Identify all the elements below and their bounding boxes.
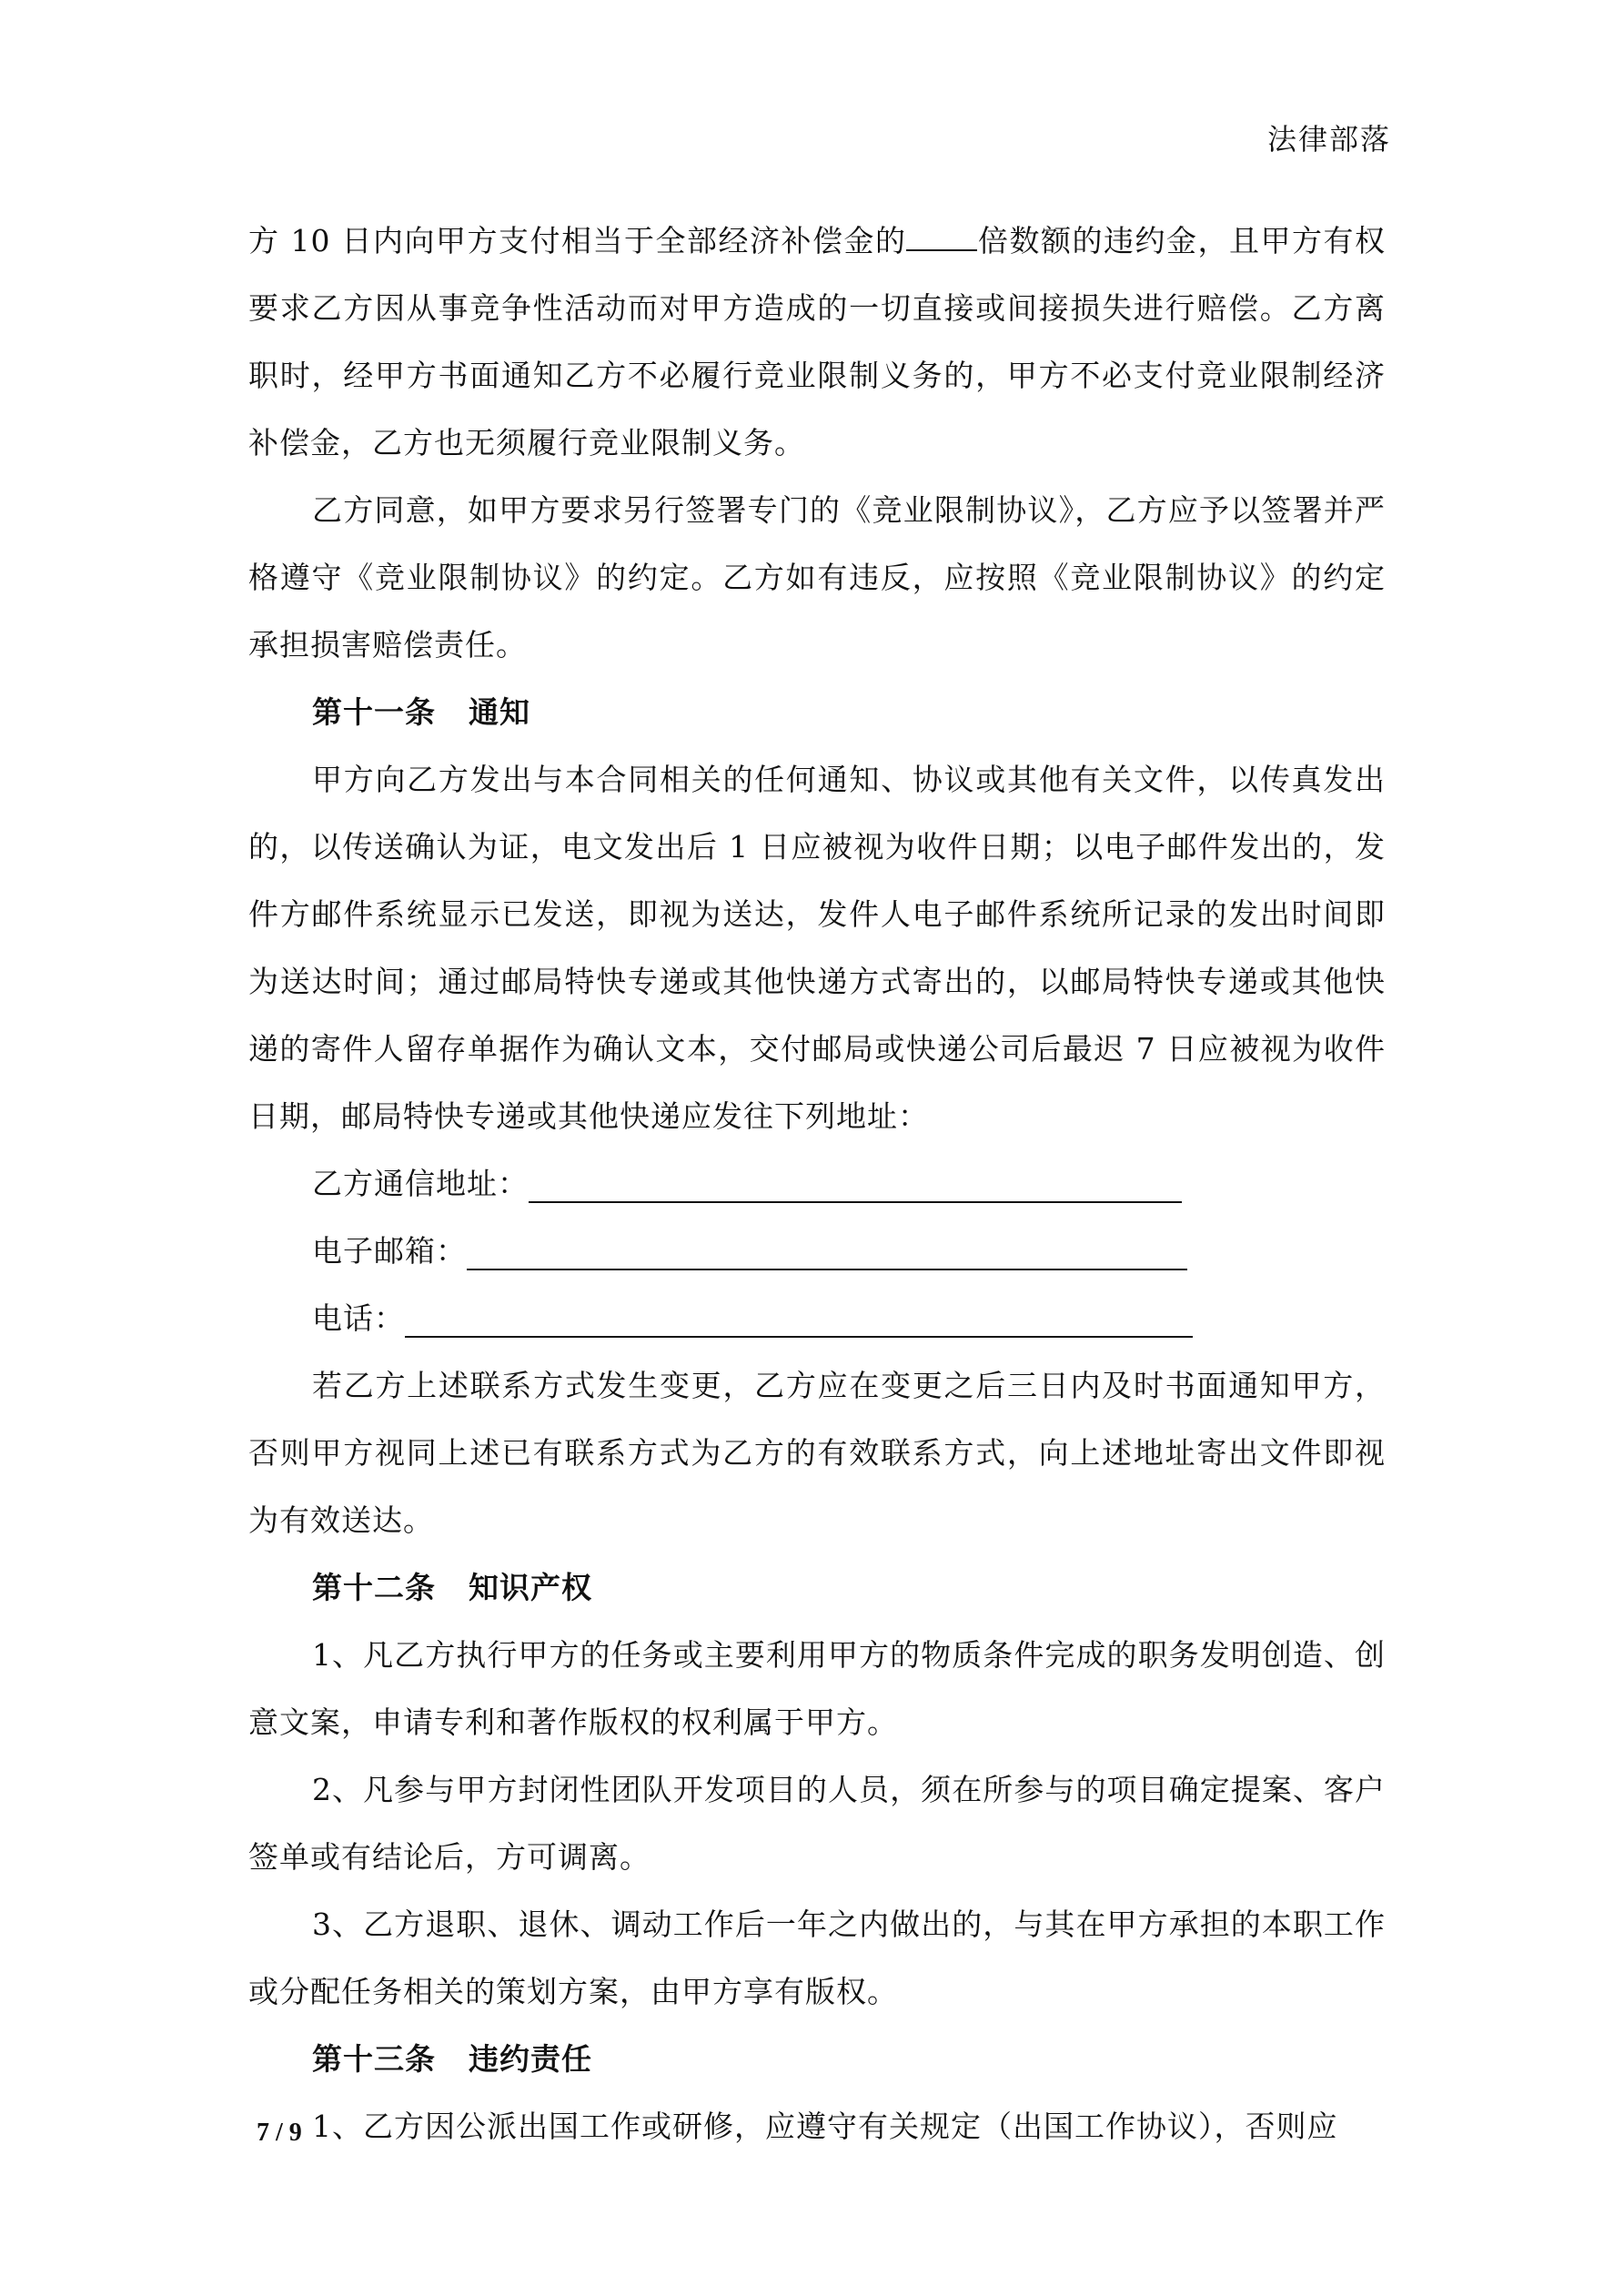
paragraph-ip-2: 2、凡参与甲方封闭性团队开发项目的人员，须在所参与的项目确定提案、客户签单或有结论后，方可调离。 xyxy=(248,1772,1386,1875)
page-number: 7 / 9 xyxy=(257,2119,302,2147)
paragraph-ip-1: 1、凡乙方执行甲方的任务或主要利用甲方的物质条件完成的职务发明创造、创意文案，申请专利和著作版权的权利属于甲方。 xyxy=(248,1637,1386,1740)
paragraph-contact-change: 若乙方上述联系方式发生变更，乙方应在变更之后三日内及时书面通知甲方，否则甲方视同上述已有联系方式为乙方的有效联系方式，向上述地址寄出文件即视为有效送达。 xyxy=(248,1368,1386,1538)
paragraph-liability-1: 1、乙方因公派出国工作或研修，应遵守有关规定（出国工作协议），否则应 xyxy=(312,2109,1338,2144)
document-header: 法律部落 xyxy=(1266,122,1391,157)
multiplier-blank xyxy=(906,218,977,251)
address-field-row xyxy=(248,1150,1386,1218)
paragraph-noncompete-agreement: 乙方同意，如甲方要求另行签署专门的《竞业限制协议》，乙方应予以签署并严格遵守《竞业限制协议》的约定。乙方如有违反，应按照《竞业限制协议》的约定承担损害赔偿责任。 xyxy=(248,492,1386,663)
article-13-number: 第十三条 xyxy=(312,2041,436,2077)
article-11-title: 通知 xyxy=(469,694,530,730)
document-body xyxy=(248,207,1386,2160)
article-13-title: 违约责任 xyxy=(469,2041,592,2077)
article-11-number: 第十一条 xyxy=(312,694,436,730)
paragraph-penalty-start: 方 10 日内向甲方支付相当于全部经济补偿金的 xyxy=(248,223,907,258)
paragraph-penalty xyxy=(248,207,1386,477)
article-13-heading xyxy=(248,2026,1386,2093)
article-12-heading xyxy=(248,1554,1386,1622)
paragraph-penalty-end: 倍数额的违约金，且甲方有权要求乙方因从事竞争性活动而对甲方造成的一切直接或间接损失进行赔偿。乙方离职时，经甲方书面通知乙方不必履行竞业限制义务的，甲方不必支付竞业限制经济补偿金，乙方也无须履行竞业限制义务。 xyxy=(248,223,1386,460)
paragraph-notice: 甲方向乙方发出与本合同相关的任何通知、协议或其他有关文件，以传真发出的，以传送确认为证，电文发出后 1 日应被视为收件日期；以电子邮件发出的，发件方邮件系统显示已发送，即视为送达，发件人电子邮件系统所记录的发出时间即为送达时间；通过邮局特快专递或其他快递方式寄出的，以邮局特快专递或其他快递的寄件人留存单据作为确认文本，交付邮局或快递公司后最迟 7 日应被视为收件日期，邮局特快专递或其他快递应发往下列地址： xyxy=(248,762,1386,1134)
email-field-row xyxy=(248,1218,1386,1285)
address-blank-line xyxy=(529,1156,1182,1203)
phone-field-row xyxy=(248,1285,1386,1352)
phone-label: 电话： xyxy=(312,1300,405,1336)
article-11-heading xyxy=(248,679,1386,746)
article-12-number: 第十二条 xyxy=(312,1570,436,1605)
paragraph-ip-3: 3、乙方退职、退休、调动工作后一年之内做出的，与其在甲方承担的本职工作或分配任务相关的策划方案，由甲方享有版权。 xyxy=(248,1907,1386,2009)
phone-blank-line xyxy=(405,1290,1193,1338)
article-12-title: 知识产权 xyxy=(469,1570,592,1605)
address-label: 乙方通信地址： xyxy=(312,1166,529,1201)
email-label: 电子邮箱： xyxy=(312,1233,467,1269)
email-blank-line xyxy=(467,1223,1187,1270)
